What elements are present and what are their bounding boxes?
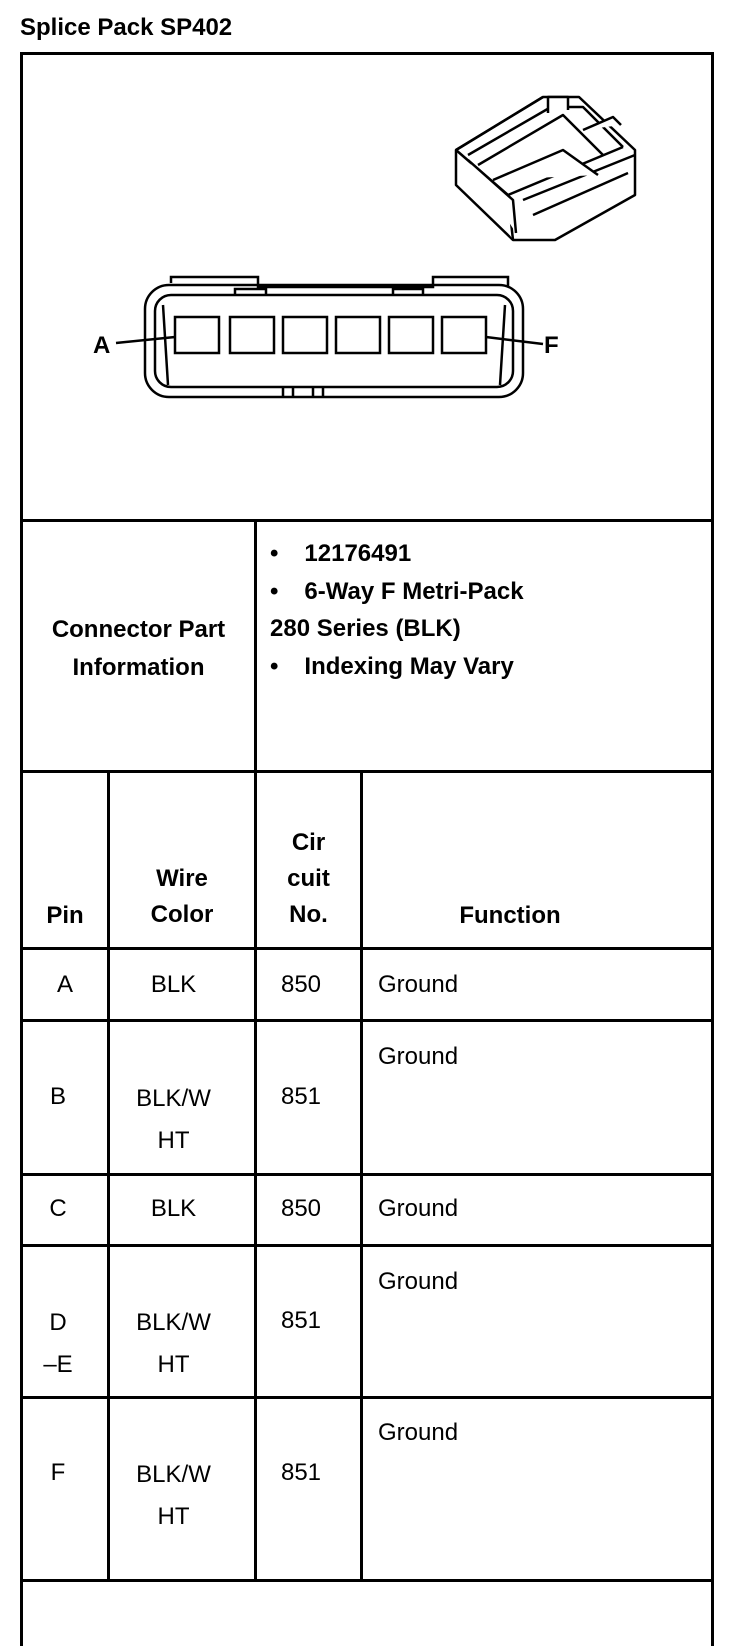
- table-row-wire: BLK: [150, 1195, 197, 1222]
- divider: [20, 1579, 714, 1582]
- divider: [20, 1396, 714, 1399]
- table-row-pin: C: [49, 1195, 67, 1222]
- list-item: • 6-Way F Metri-Pack: [270, 577, 524, 605]
- table-row-pin: F: [50, 1459, 66, 1486]
- table-row-pin: B: [49, 1083, 66, 1110]
- table-row-pin: D –E: [43, 1309, 73, 1378]
- divider: [360, 770, 363, 1582]
- pin-f-label: F: [544, 332, 559, 359]
- connector-diagram: [23, 55, 711, 522]
- list-item: • 12176491: [270, 540, 412, 567]
- divider: [20, 519, 714, 522]
- divider: [20, 1244, 714, 1247]
- divider: [20, 1019, 714, 1022]
- divider: [20, 947, 714, 950]
- divider: [20, 770, 714, 773]
- connector-3d-illustration: [456, 97, 635, 240]
- table-row-pin: A: [56, 971, 73, 998]
- table-row-wire: BLK/W HT: [136, 1461, 211, 1530]
- header-function: Function: [459, 902, 561, 929]
- table-row-circuit: 850: [280, 1195, 322, 1222]
- table-row-circuit: 851: [280, 1459, 322, 1486]
- table-row-circuit: 851: [280, 1307, 322, 1334]
- table-row-wire: BLK: [150, 971, 197, 998]
- header-wire-color: Wire Color: [150, 865, 214, 928]
- table-row-function: Ground: [378, 1043, 459, 1070]
- table-row-wire: BLK/W HT: [136, 1085, 211, 1154]
- table-row-wire: BLK/W HT: [136, 1309, 211, 1378]
- table-row-circuit: 851: [280, 1083, 322, 1110]
- connector-info-list: [270, 535, 524, 685]
- page-title: Splice Pack SP402: [20, 14, 233, 41]
- table-row-function: Ground: [378, 971, 459, 998]
- connector-face: [116, 277, 543, 397]
- divider: [254, 519, 257, 773]
- header-circuit-no: Cir cuit No.: [287, 829, 330, 928]
- divider: [20, 1173, 714, 1176]
- table-row-circuit: 850: [280, 971, 322, 998]
- table-row-function: Ground: [378, 1419, 459, 1446]
- list-item: • Indexing May Vary: [270, 652, 514, 680]
- table-row-function: Ground: [378, 1268, 459, 1295]
- header-pin: Pin: [46, 902, 84, 929]
- table-row-function: Ground: [378, 1195, 459, 1222]
- list-item: 280 Series (BLK): [270, 615, 461, 642]
- pin-a-label: A: [93, 332, 111, 359]
- connector-info-label: Connector Part Information: [51, 616, 226, 681]
